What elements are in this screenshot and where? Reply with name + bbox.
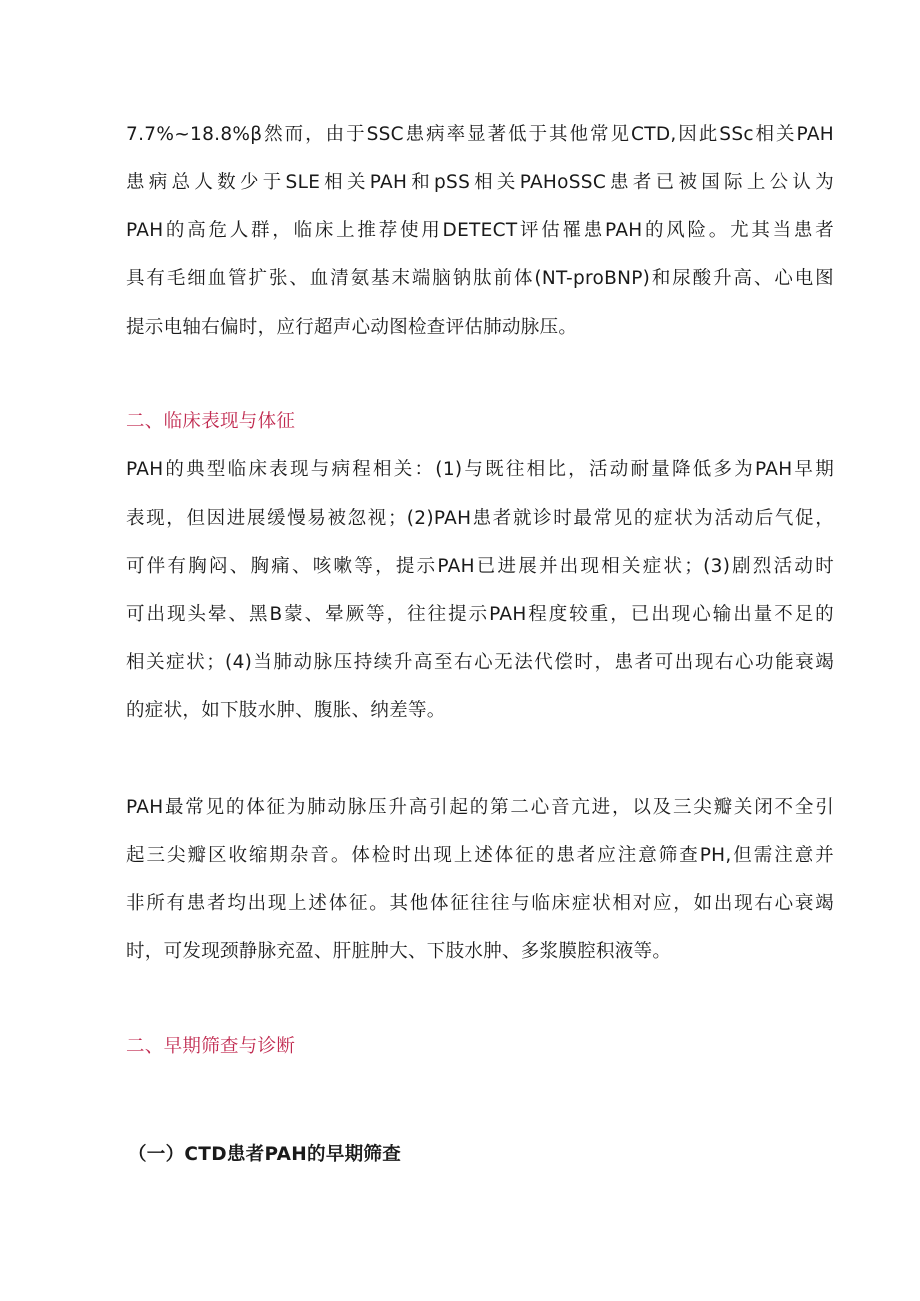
section-heading-clinical: 二、临床表现与体征 (126, 411, 296, 432)
para2-line-1: PAH的典型临床表现与病程相关：(1)与既往相比，活动耐量降低多为PAH早期 (126, 459, 834, 480)
para3-line-2: 起三尖瓣区收缩期杂音。体检时出现上述体征的患者应注意筛查PH,但需注意并 (126, 845, 834, 866)
para3-line-1: PAH最常见的体征为肺动脉压升高引起的第二心音亢进，以及三尖瓣关闭不全引 (126, 797, 834, 818)
para2-line-3: 可伴有胸闷、胸痛、咳嗽等，提示PAH已进展并出现相关症状；(3)剧烈活动时 (126, 556, 834, 577)
subsection-heading-ctd-pah: （一）CTD患者PAH的早期筛查 (128, 1144, 402, 1165)
para3-line-4: 时，可发现颈静脉充盈、肝脏肿大、下肢水肿、多浆膜腔积液等。 (126, 941, 672, 962)
para2-line-4: 可出现头晕、黑B蒙、晕厥等，往往提示PAH程度较重，已出现心输出量不足的 (126, 604, 834, 625)
para1-line-5: 提示电轴右偏时，应行超声心动图检查评估肺动脉压。 (126, 317, 578, 338)
para1-line-3: PAH的高危人群，临床上推荐使用DETECT评估罹患PAH的风险。尤其当患者 (126, 220, 834, 241)
para2-line-6: 的症状，如下肢水肿、腹胀、纳差等。 (126, 700, 446, 721)
para1-line-4: 具有毛细血管扩张、血清氨基末端脑钠肽前体(NT-proBNP)和尿酸升高、心电图 (126, 268, 834, 289)
section-heading-screening: 二、早期筛查与诊断 (126, 1036, 296, 1057)
para3-line-3: 非所有患者均出现上述体征。其他体征往往与临床症状相对应，如出现右心衰竭 (126, 893, 834, 914)
para2-line-2: 表现，但因进展缓慢易被忽视；(2)PAH患者就诊时最常见的症状为活动后气促， (126, 508, 834, 529)
para2-line-5: 相关症状；(4)当肺动脉压持续升高至右心无法代偿时，患者可出现右心功能衰竭 (126, 652, 834, 673)
para1-line-1: 7.7%~18.8%β然而，由于SSC患病率显著低于其他常见CTD,因此SSc相关PAH (126, 124, 834, 145)
para1-line-2: 患病总人数少于SLE相关PAH和pSS相关PAHoSSC患者已被国际上公认为 (126, 172, 834, 193)
